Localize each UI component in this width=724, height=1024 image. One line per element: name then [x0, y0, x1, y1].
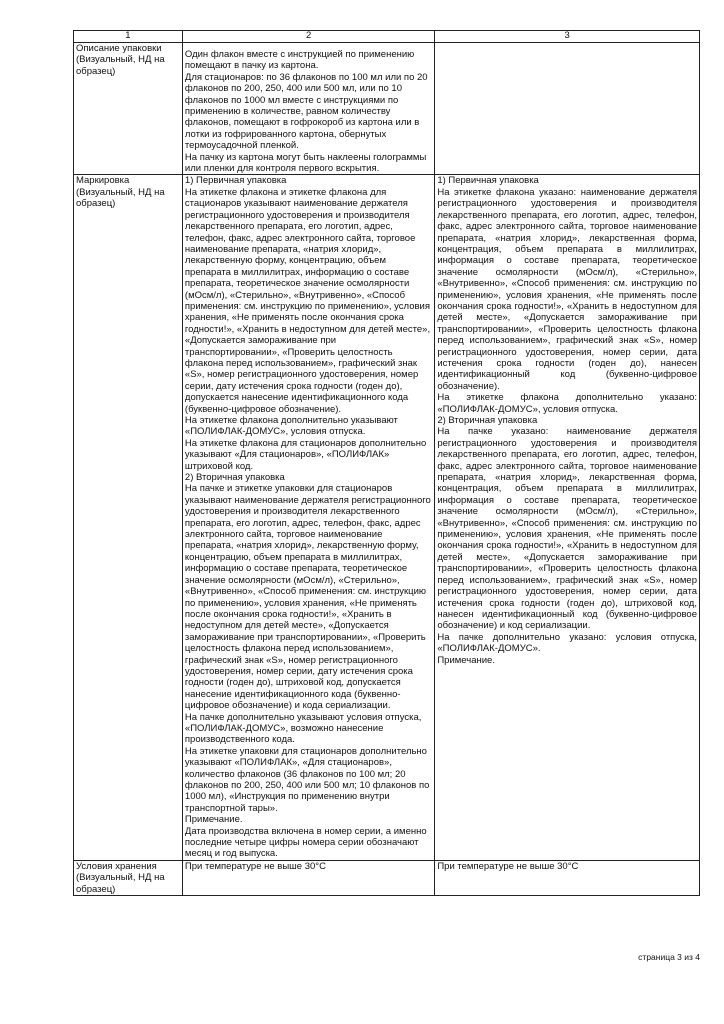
labeling-result-cell [435, 175, 700, 860]
storage-result-cell [435, 860, 700, 895]
column-number-2: 2 [182, 31, 434, 43]
paragraph: Примечание. [437, 654, 495, 666]
table-row-packaging [74, 43, 700, 175]
paragraph: При температуре не выше 30°С [437, 860, 579, 872]
column-number-1: 1 [74, 31, 183, 43]
paragraph: На пачке дополнительно указано: условия отпуска, «ПОЛИФЛАК-ДОМУС». [437, 631, 697, 655]
packaging-spec-cell [182, 43, 434, 175]
row-label-labeling: Маркировка (Визуальный, НД на образец) [74, 175, 183, 860]
paragraph: При температуре не выше 30°С [184, 860, 326, 872]
row-label-storage: Условия хранения (Визуальный, НД на образец) [74, 860, 183, 895]
paragraph: На этикетке флакона для стационаров дополнительно указывают «Для стационаров», «ПОЛИФЛАК» штриховой код. [184, 437, 427, 472]
paragraph: На этикетке флакона указано: наименование держателя регистрационного удостоверения и производителя лекарственного препарата, его логотип, адрес, телефон, факс, адрес электронного сайта, торговое наименование препарата, «натрия хлорид», лекарственная форма, концентрация, объем препарата в миллилитрах, информация о составе препарата, теоретическое значение осмолярности (мОсм/л), «Стерильно», «Внутривенно», «Способ применения: см. инструкцию по применению», условия хранения, «Не применять после окончания срока годности!», «Хранить в недоступном для детей месте», «Допускается замораживание при транспортировании», «Проверить целостность флакона перед использованием», графический знак «S», номер регистрационного удостоверения, номер серии, дата истечения срока годности (годен до), нанесен идентификационный код (буквенно-цифровое обозначение). [437, 186, 697, 392]
labeling-spec-cell [182, 175, 434, 860]
paragraph: Один флакон вместе с инструкцией по применению помещают в пачку из картона. [184, 49, 415, 72]
document-table [73, 30, 700, 896]
paragraph: На пачке указано: наименование держателя регистрационного удостоверения и производителя лекарственного препарата, его логотип, адрес, телефон, факс, адрес электронного сайта, торговое наименование препарата, «натрия хлорид», лекарственная форма, концентрация, объем препарата в миллилитрах, информация о составе препарата, теоретическое значение осмолярности (мОсм/л), «Стерильно», «Внутривенно», «Способ применения: см. инструкцию по применению», условия хранения, «Не применять после окончания срока годности!», «Хранить в недоступном для детей месте», «Допускается замораживание при транспортировании», «Проверить целостность флакона перед использованием», графический знак «S», номер регистрационного удостоверения, номер серии, дата истечения срока годности (годен до), штриховой код, нанесен идентификационный код (буквенно-цифровое обозначение) и код сериализации. [437, 426, 697, 632]
table-row-storage [74, 860, 700, 895]
paragraph: На пачке дополнительно указывают условия отпуска, «ПОЛИФЛАК-ДОМУС», возможно нанесение производственного кода. [184, 711, 422, 746]
page-number: страница 3 из 4 [638, 952, 700, 962]
paragraph: На этикетке флакона и этикетке флакона для стационаров указывают наименование держателя регистрационного удостоверения и производителя лекарственного препарата, его логотип, адрес, телефон, факс, адрес электронного сайта, торговое наименование препарата, «натрия хлорид», лекарственную форму, концентрацию, объем препарата в миллилитрах, информацию о составе препарата, теоретическое значение осмолярности (мОсм/л), «Стерильно», «Внутривенно», «Способ применения: см. инструкцию по применению», условия хранения, «Не применять после окончания срока годности!», «Хранить в недоступном для детей месте», «Допускается замораживание при транспортировании», «Проверить целостность флакона перед использованием», графический знак «S», номер регистрационного удостоверения, номер серии, дату истечения срока годности (годен до), допускается нанесение идентификационного кода (буквенно-цифровое обозначение). [184, 186, 431, 415]
paragraph: Дата производства включена в номер серии, а именно последние четыре цифры номера серии обозначают месяц и год выпуска. [184, 825, 427, 860]
paragraph: 1) Первичная упаковка [437, 175, 539, 187]
paragraph: 2) Вторичная упаковка [437, 415, 538, 426]
row-label-packaging: Описание упаковки (Визуальный, НД на образец) [74, 43, 183, 175]
paragraph: 2) Вторичная упаковка [184, 472, 285, 484]
paragraph: На пачке и этикетке упаковки для стационаров указывают наименование держателя регистрационного удостоверения и производителя лекарственного препарата, его логотип, адрес, телефон, факс, адрес электронного сайта, торговое наименование препарата, «натрия хлорид», лекарственную форму, концентрацию, объем препарата в миллилитрах, информацию о составе препарата, теоретическое значение осмолярности (мОсм/л), «Стерильно», «Внутривенно», «Способ применения: см. инструкцию по применению», условия хранения, «Не применять после окончания срока годности!», «Хранить в недоступном для детей месте», «Допускается замораживание при транспортировании», «Проверить целостность флакона перед использованием», графический знак «S», номер регистрационного удостоверения, номер серии, дату истечения срока годности (годен до), штриховой код, допускается нанесение идентификационного кода (буквенно-цифровое обозначение) и кода сериализации. [184, 483, 431, 712]
column-number-3: 3 [435, 31, 700, 43]
packaging-result-cell [435, 43, 700, 175]
paragraph: На этикетке упаковки для стационаров дополнительно указывают «ПОЛИФЛАК», «Для стационаров», количество флаконов (36 флаконов по 100 мл; 20 флаконов по 200, 250, 400 или 500 мл; 10 флаконов по 1000 мл), «Инструкция по применению внутри транспортной тары». [184, 745, 430, 814]
table-header-row [74, 31, 700, 43]
paragraph: На этикетке флакона дополнительно указано: «ПОЛИФЛАК-ДОМУС», условия отпуска. [437, 392, 697, 415]
paragraph: Для стационаров: по 36 флаконов по 100 мл или по 20 флаконов по 200, 250, 400 или 500 мл, или по 10 флаконов по 1000 мл вместе с инструкциями по применению в количестве, равном количеству флаконов, помещают в гофрокороб из картона или в лотки из гофрированного картона, обернутых термоусадочной пленкой. [184, 71, 428, 152]
paragraph: Примечание. [184, 814, 243, 826]
table-row-labeling [74, 175, 700, 860]
paragraph: На этикетке флакона дополнительно указывают «ПОЛИФЛАК-ДОМУС», условия отпуска. [184, 415, 398, 438]
paragraph: 1) Первичная упаковка [184, 175, 287, 187]
paragraph: На пачку из картона могут быть наклеены голограммы или пленки для контроля первого вскрытия. [184, 151, 427, 175]
storage-spec-cell [182, 860, 434, 895]
